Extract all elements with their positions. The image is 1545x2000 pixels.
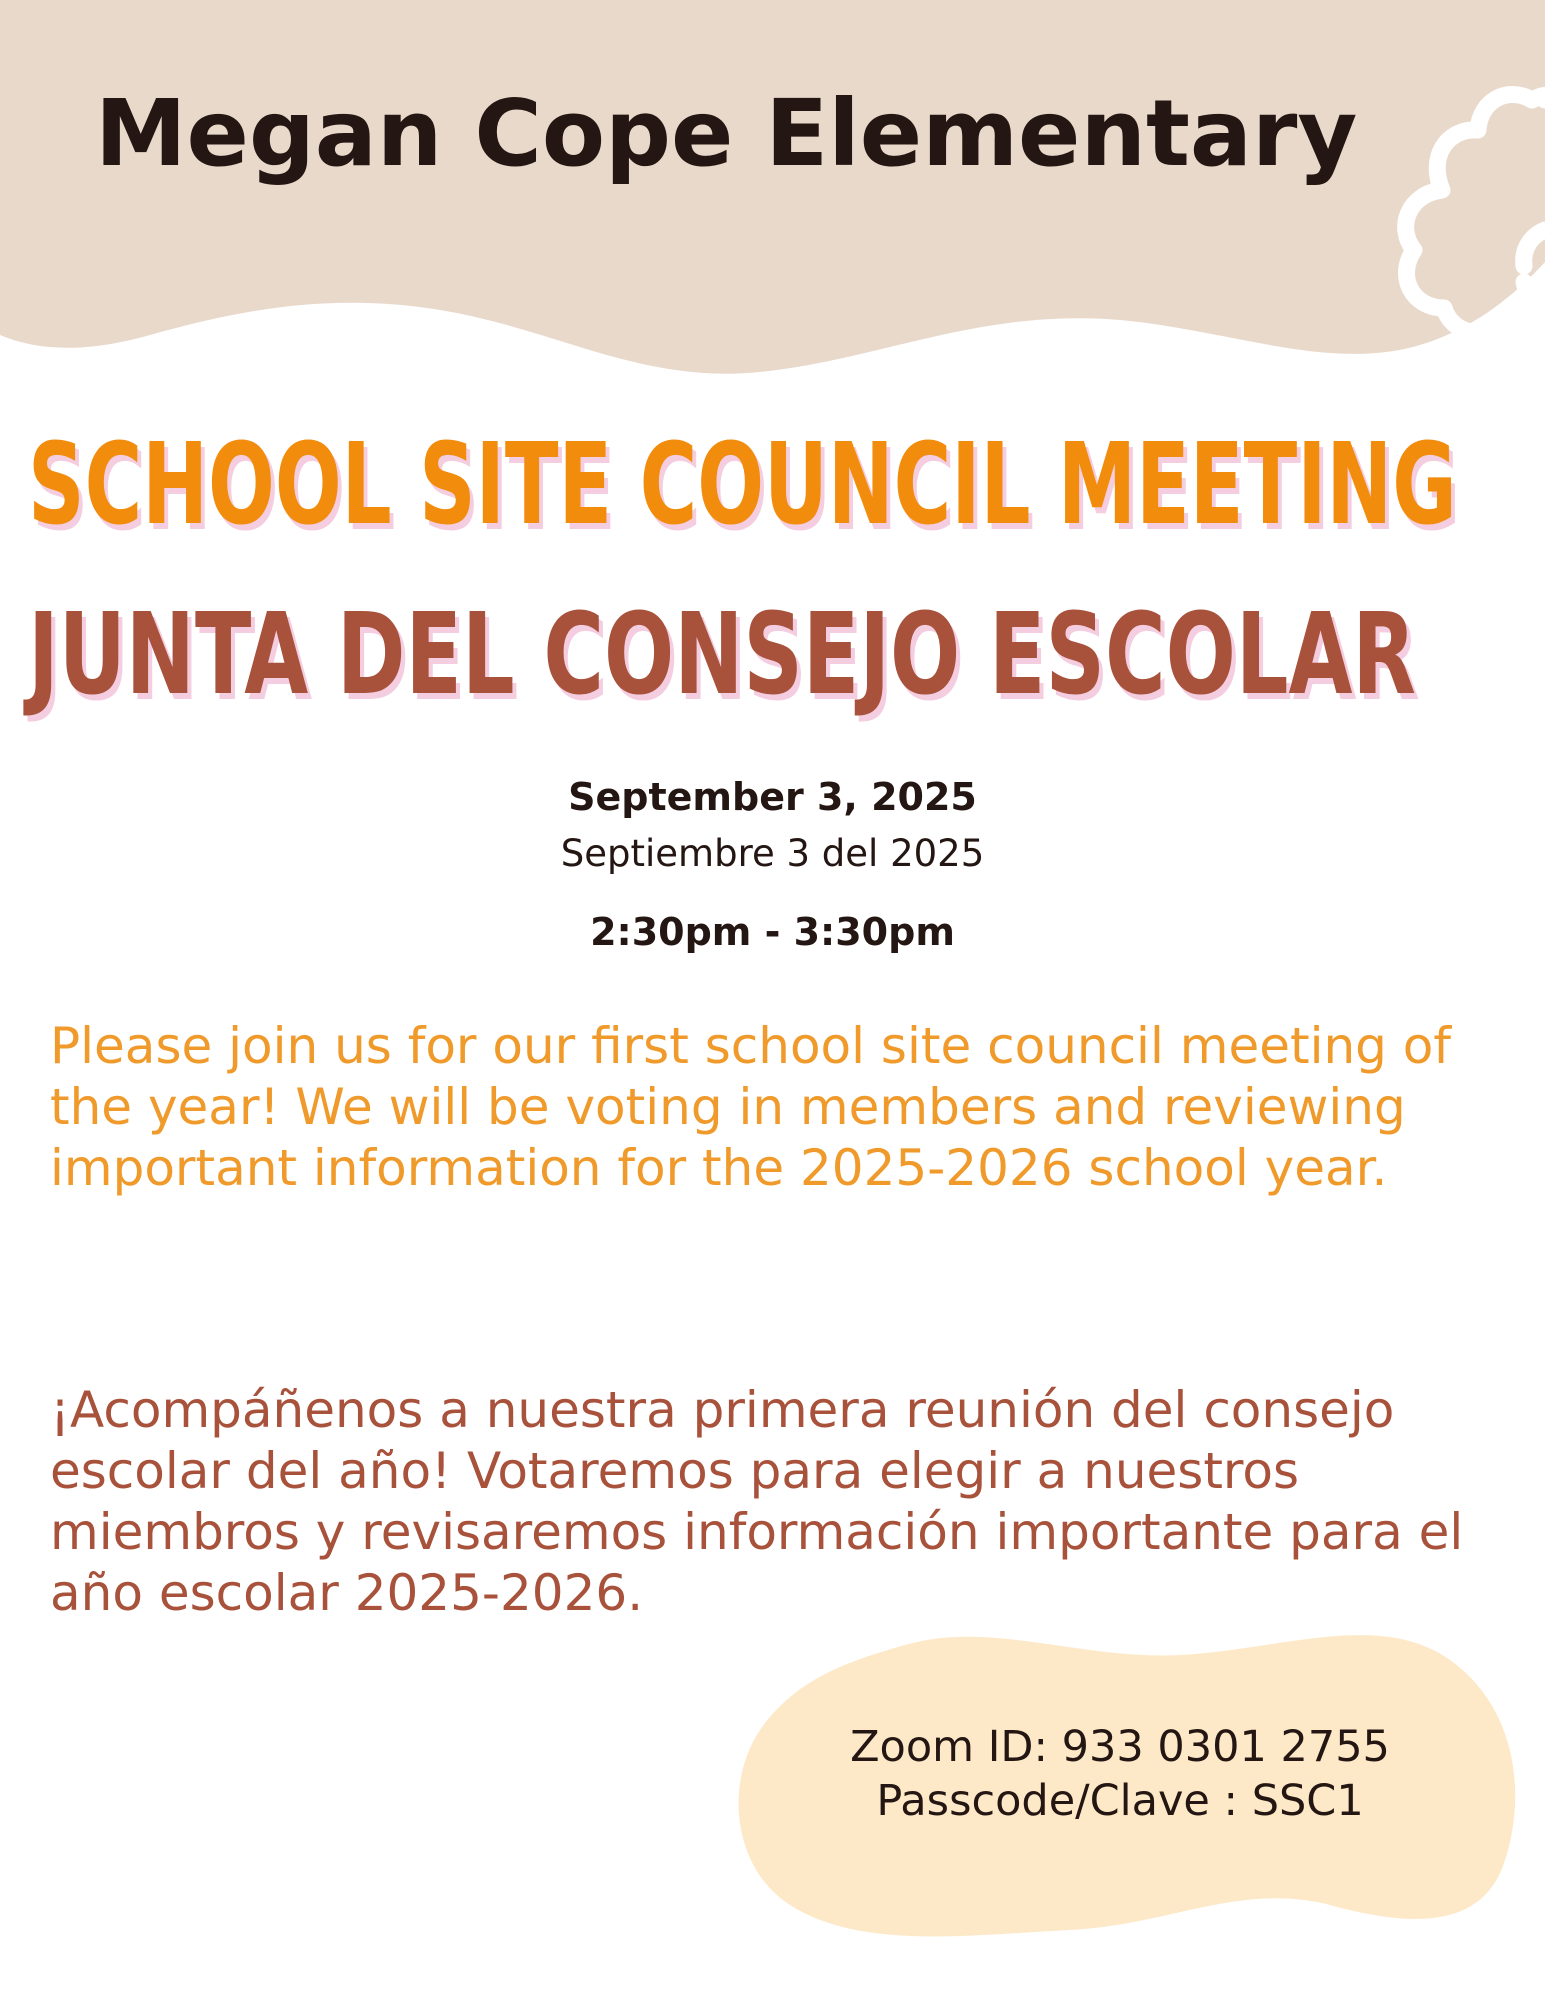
zoom-id: Zoom ID: 933 0301 2755 bbox=[850, 1722, 1390, 1772]
zoom-passcode: Passcode/Clave : SSC1 bbox=[876, 1776, 1364, 1826]
school-name: Megan Cope Elementary bbox=[95, 80, 1358, 187]
title-english: SCHOOL SITE COUNCIL MEETING bbox=[28, 420, 1457, 550]
title-spanish: JUNTA DEL CONSEJO ESCOLAR bbox=[28, 590, 1417, 720]
meeting-time: 2:30pm - 3:30pm bbox=[590, 910, 955, 954]
meeting-date-spanish: Septiembre 3 del 2025 bbox=[560, 832, 985, 875]
description-english: Please join us for our first school site council meeting of the year! We will be voting in members and reviewing important information for the 2025-2026 school year. bbox=[50, 1017, 1451, 1197]
meeting-date-english: September 3, 2025 bbox=[568, 775, 977, 819]
zoom-info bbox=[760, 1720, 1480, 1828]
description-spanish: ¡Acompáñenos a nuestra primera reunión del consejo escolar del año! Votaremos para elegir a nuestros miembros y revisaremos información importante para el año escolar 2025-2026. bbox=[50, 1381, 1464, 1622]
